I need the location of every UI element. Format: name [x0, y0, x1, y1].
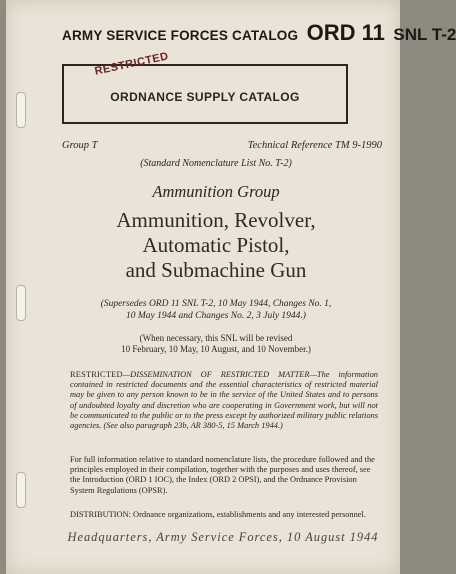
group-label: Group T	[62, 140, 98, 151]
restricted-body: —DISSEMINATION OF RESTRICTED MATTER—The information contained in restricted documents and the essential characteristics of restricted material may be given to any person known to be in the service of the United States and to persons of undoubted loyalty and discretion who are cooperating in Government work, but will not be communicated to the public or to the press except by authorized military public relations agencies. (See also paragraph 23b, AR 380-5, 15 March 1944.)	[70, 370, 378, 431]
revision-line-1: (When necessary, this SNL will be revised	[139, 333, 293, 343]
revision-line-2: 10 February, 10 May, 10 August, and 10 November.)	[121, 344, 311, 354]
group-title: Ammunition Group	[152, 182, 280, 201]
supersedes-line-1: (Supersedes ORD 11 SNL T-2, 10 May 1944, Changes No. 1,	[100, 299, 332, 309]
catalog-label: ARMY SERVICE FORCES CATALOG	[62, 28, 299, 43]
catalog-header	[62, 20, 456, 48]
binding-hole-top	[16, 92, 26, 128]
meta-row	[62, 140, 382, 151]
binding-hole-bottom	[16, 472, 26, 508]
revision-note	[50, 333, 382, 355]
headquarters-line: Headquarters, Army Service Forces, 10 August 1944	[67, 530, 379, 544]
ord-number: ORD 11	[306, 20, 385, 45]
document-title	[50, 208, 382, 283]
supersedes-line-2: 10 May 1944 and Changes No. 2, 3 July 1944.)	[126, 311, 306, 321]
catalog-title: ORDNANCE SUPPLY CATALOG	[110, 90, 300, 104]
full-information-paragraph: For full information relative to standard nomenclature lists, the procedure followed and the principles employed in their compilation, together with the purposes and uses thereof, see the Introduction (ORD 1 IOC), the Index (ORD 2 OPSI), and the Ordnance Provision System Regulations (OPSR).	[70, 455, 375, 495]
distribution-line: DISTRIBUTION: Ordnance organizations, establishments and any interested personnel.	[70, 510, 366, 519]
binding-hole-middle	[16, 285, 26, 321]
restricted-stamp: RESTRICTED	[93, 50, 170, 78]
restricted-lead: RESTRICTED	[70, 370, 123, 379]
snl-number: SNL T-2	[393, 25, 456, 44]
technical-reference: Technical Reference TM 9-1990	[247, 140, 382, 151]
title-line-1: Ammunition, Revolver,	[116, 208, 316, 232]
restricted-notice	[70, 370, 378, 431]
supersedes-note	[50, 298, 382, 322]
title-line-3: and Submachine Gun	[125, 258, 307, 282]
title-line-2: Automatic Pistol,	[142, 233, 290, 257]
standard-nomenclature: (Standard Nomenclature List No. T-2)	[140, 158, 292, 169]
